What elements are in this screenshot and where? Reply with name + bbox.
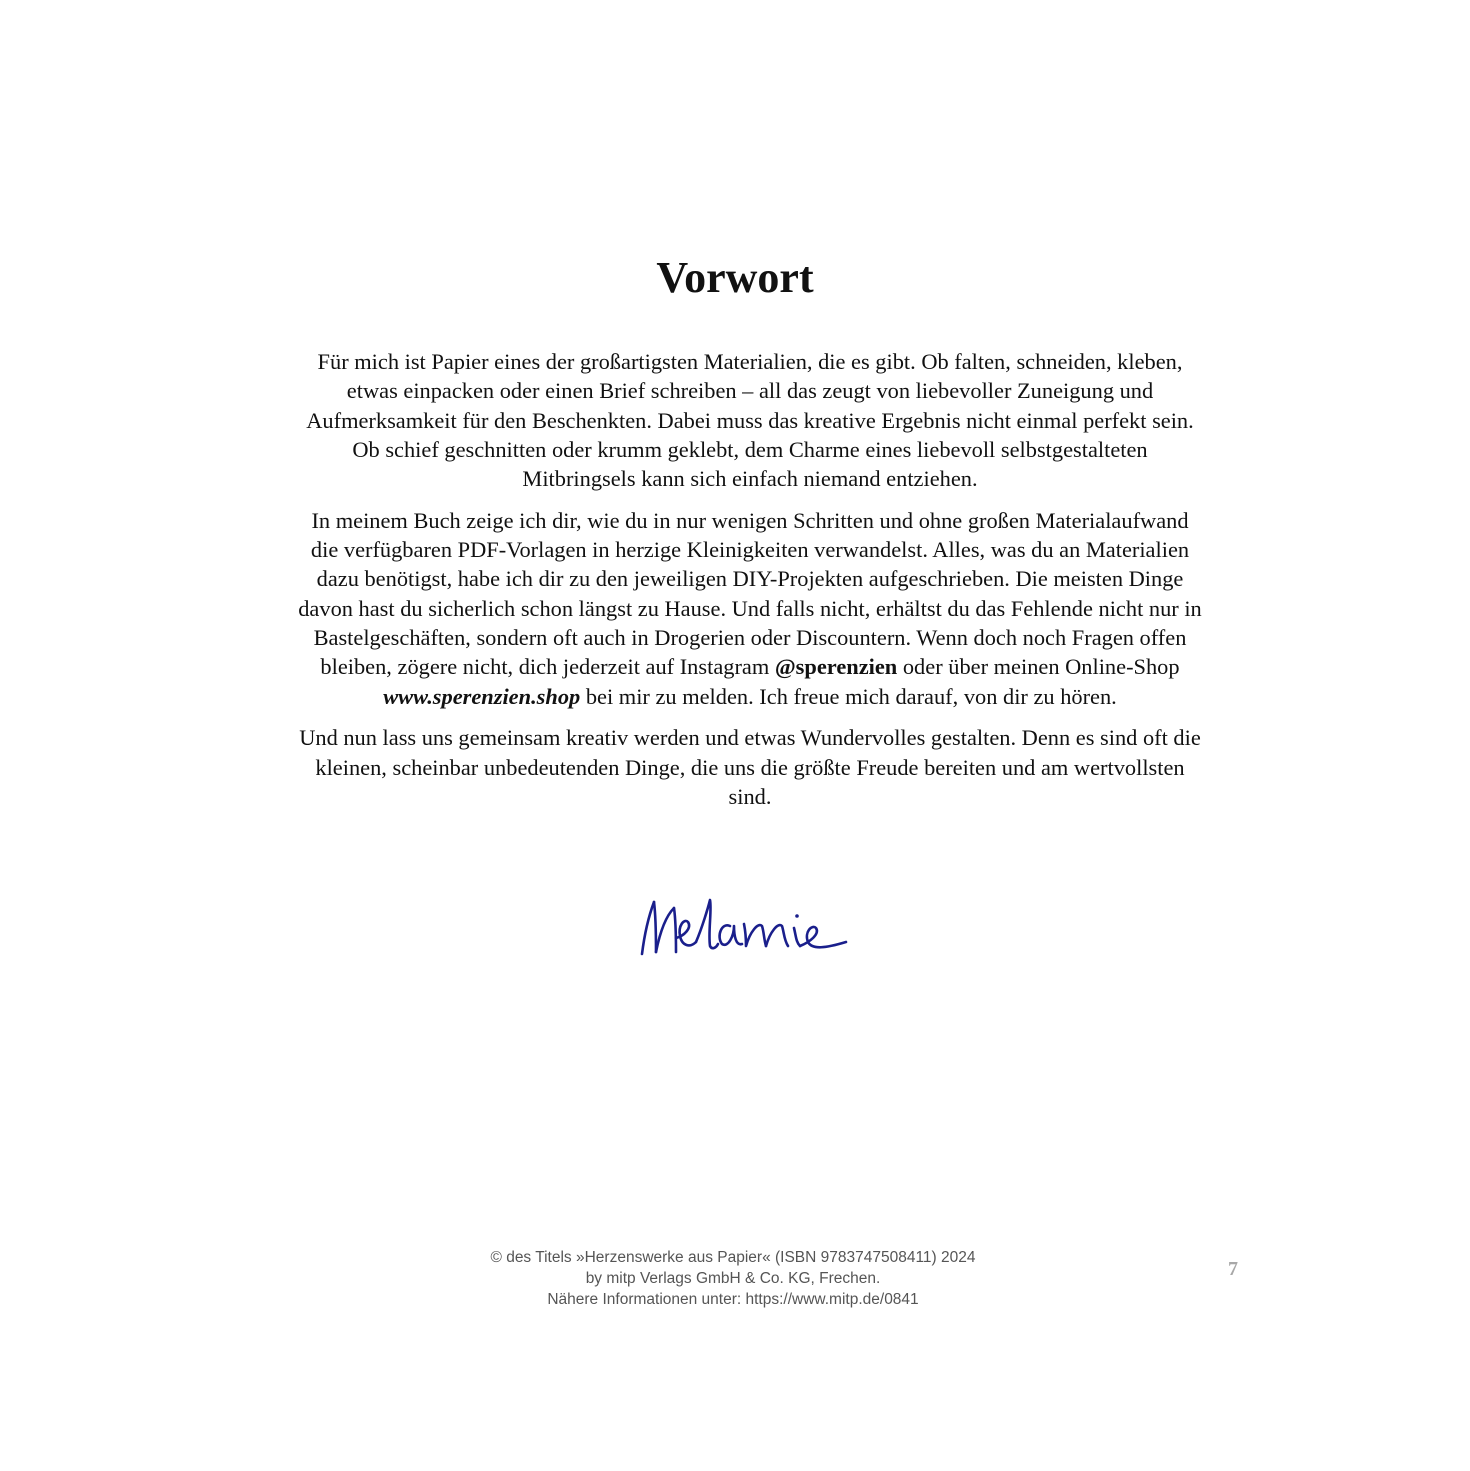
paragraph-2-part-2: oder über meinen Online-Shop	[897, 654, 1180, 680]
footer-line-2: by mitp Verlags GmbH & Co. KG, Frechen.	[585, 1270, 881, 1287]
paragraph-3: Und nun lass uns gemeinsam kreativ werden und etwas Wundervolles gestalten. Denn es sind oft die kleinen, scheinbar unbedeutenden Dinge, die uns die größte Freude bereiten und am wertvollsten sind.	[299, 725, 1201, 809]
copyright-footer	[383, 1247, 1083, 1310]
paragraph-2-part-3: bei mir zu melden. Ich freue mich darauf, von dir zu hören.	[580, 683, 1117, 709]
page-title: Vorwort	[656, 253, 814, 302]
paragraph-2-part-1: In meinem Buch zeige ich dir, wie du in nur wenigen Schritten und ohne großen Materialaufwand die verfügbaren PDF-Vorlagen in herzige Kleinigkeiten verwandelst. Alles, was du an Materialien dazu benötigst, habe ich dir zu den jeweiligen DIY-Projekten aufgeschrieben. Die meisten Dinge davon hast du sicherlich schon längst zu Hause. Und falls nicht, erhältst du das Fehlende nicht nur in Bastelgeschäften, sondern oft auch in Drogerien oder Discountern. Wenn doch noch Fragen offen bleiben, zögere nicht, dich jederzeit auf Instagram	[298, 507, 1202, 680]
footer-line-3: Nähere Informationen unter: https://www.mitp.de/0841	[547, 1291, 919, 1308]
footer-line-1: © des Titels »Herzenswerke aus Papier« (ISBN 9783747508411) 2024	[490, 1249, 976, 1266]
instagram-handle: @sperenzien	[774, 654, 898, 680]
paragraph-2	[298, 506, 1202, 711]
paragraph-1: Für mich ist Papier eines der großartigsten Materialien, die es gibt. Ob falten, schneiden, kleben, etwas einpacken oder einen Brief schreiben – all das zeugt von liebevoller Zuneigung und Aufmerksamkeit für den Beschenkten. Dabei muss das kreative Ergebnis nicht einmal perfekt sein. Ob schief geschnitten oder krumm geklebt, dem Charme eines liebevoll selbstgestalteten Mitbringsels kann sich einfach niemand entziehen.	[306, 349, 1194, 492]
handwritten-signature	[630, 888, 870, 968]
foreword-body	[298, 347, 1202, 824]
shop-url: www.sperenzien.shop	[383, 683, 581, 709]
page-number: 7	[1228, 1258, 1238, 1280]
